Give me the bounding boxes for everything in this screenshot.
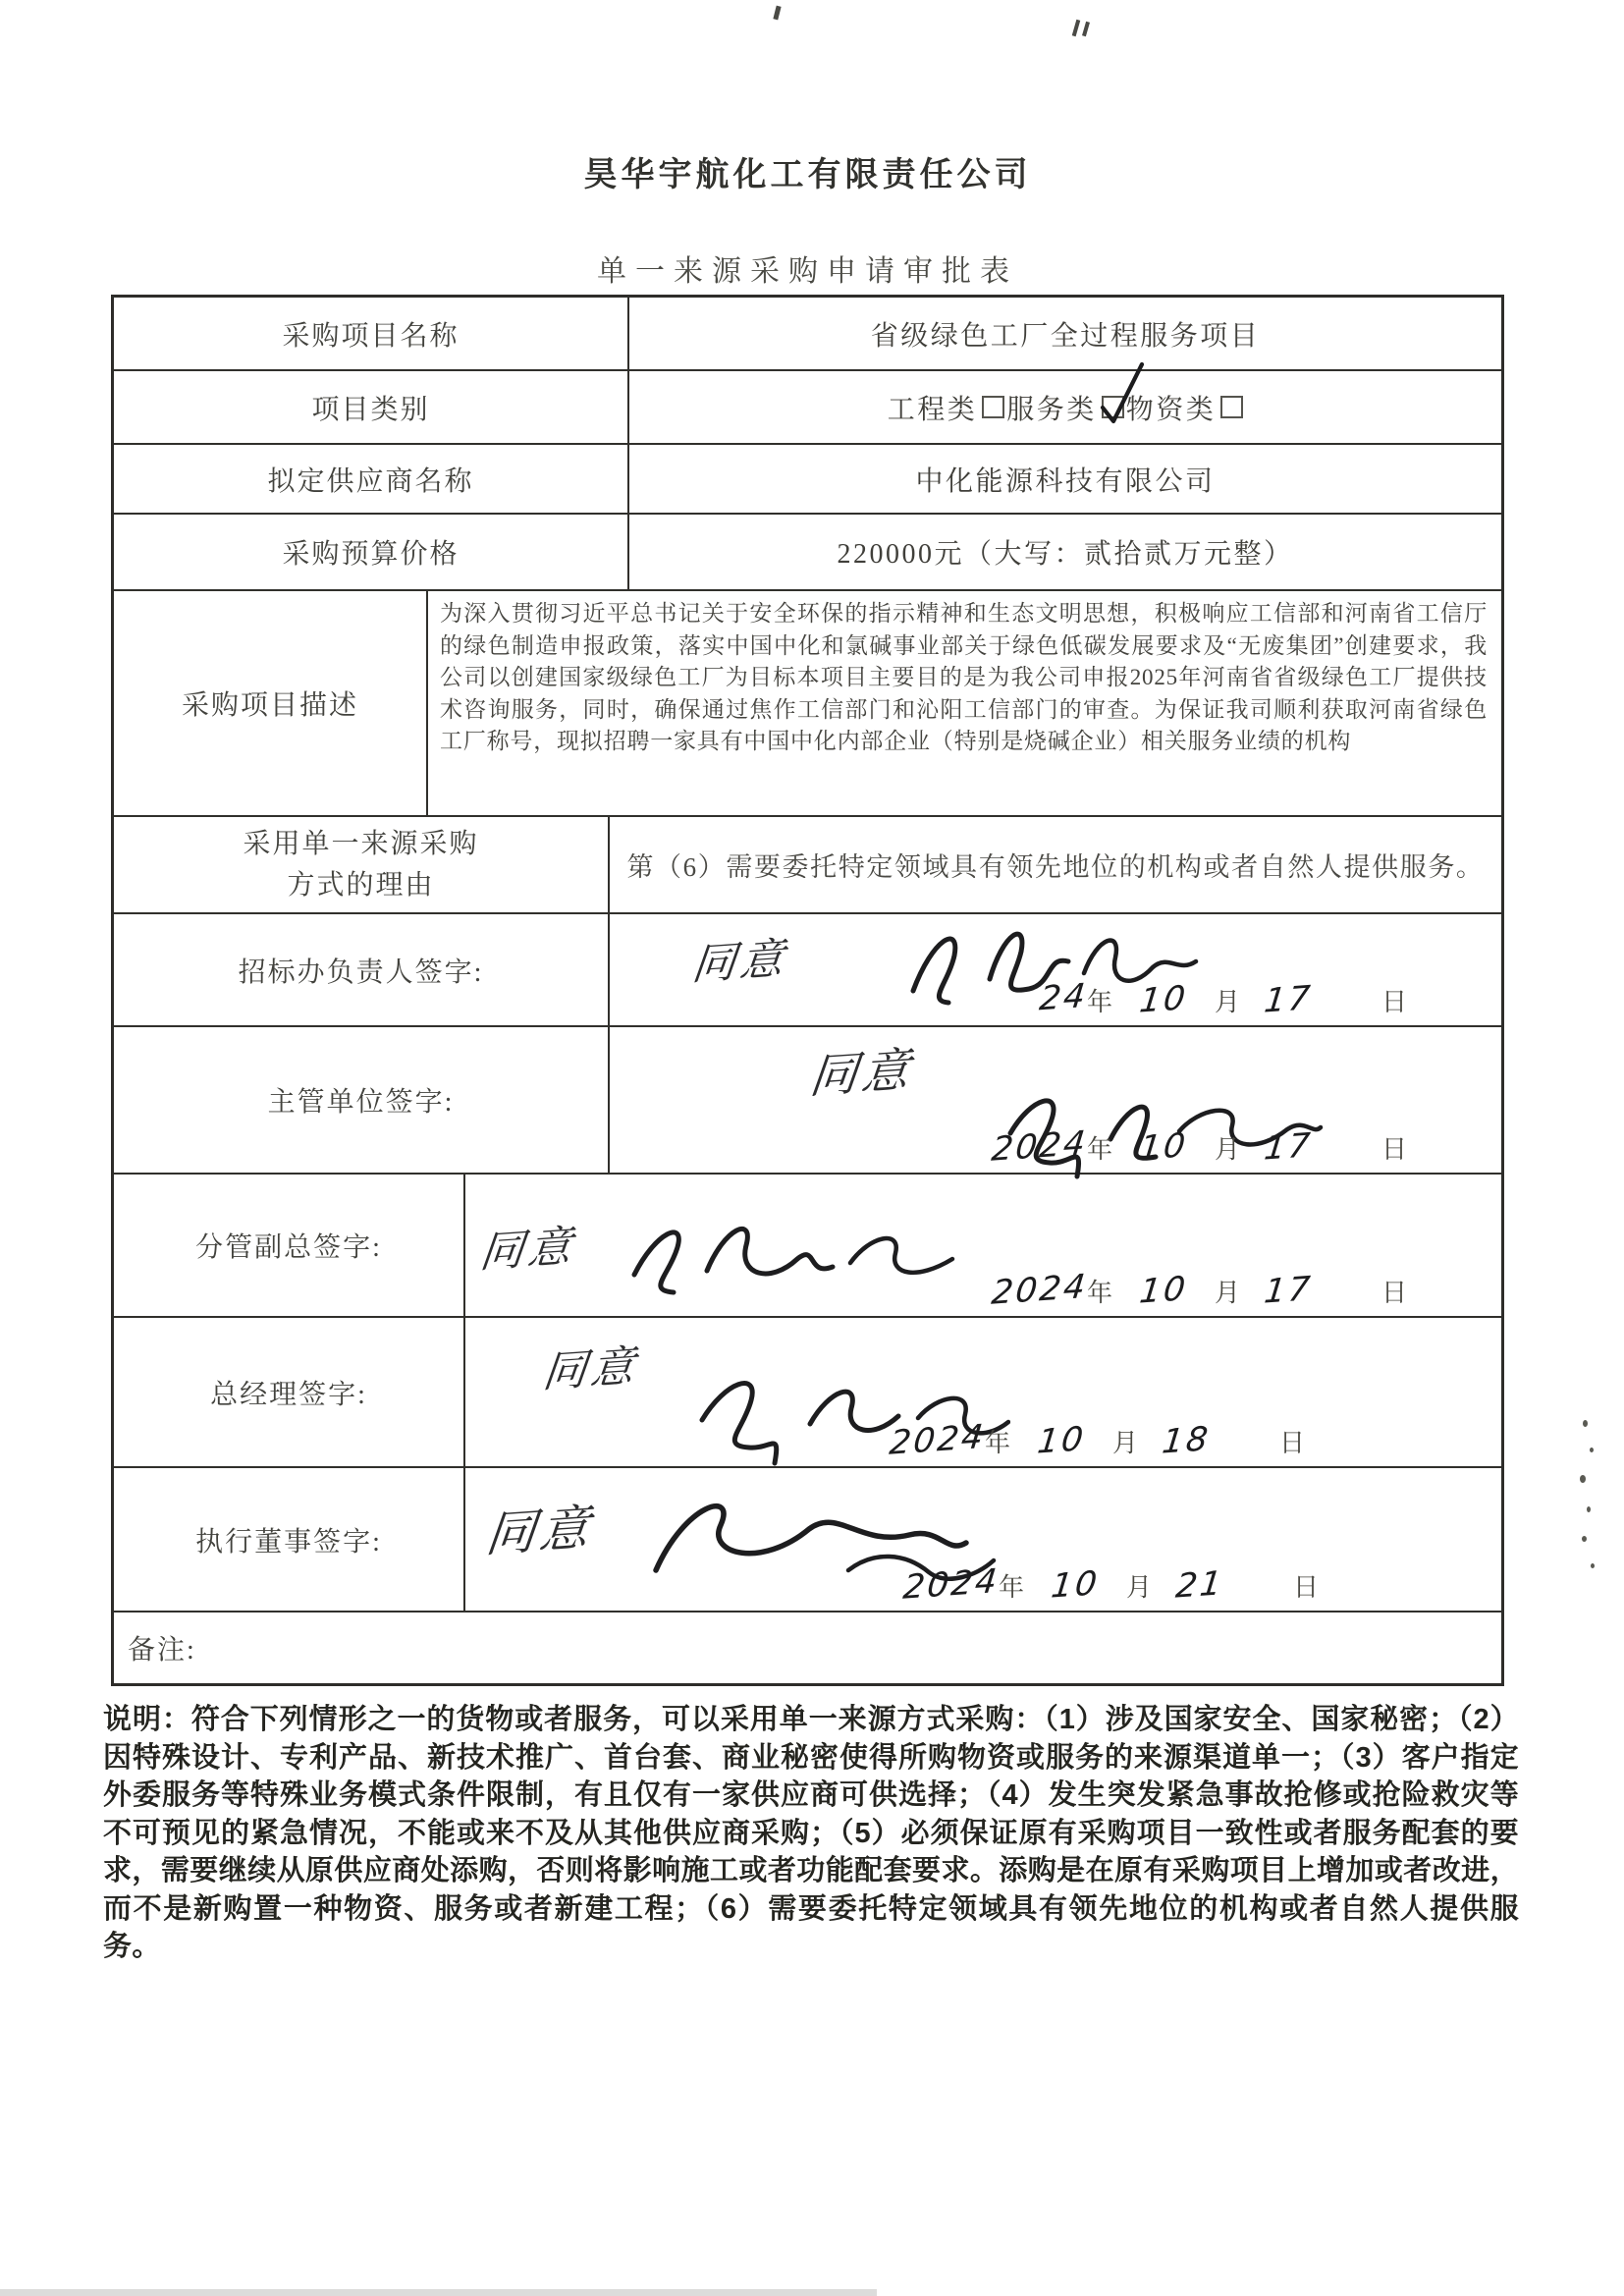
option-label: 服务类 xyxy=(1006,394,1097,425)
handwritten-approval: 同意 xyxy=(477,1221,578,1279)
project-description-label xyxy=(114,591,428,815)
label-text: 采购预算价格 xyxy=(282,539,460,570)
day-unit: 日 xyxy=(1380,1135,1407,1164)
scan-speck-icon xyxy=(1590,1448,1594,1452)
label-text: 执行董事签字: xyxy=(195,1526,382,1558)
handwritten-month: 10 xyxy=(1137,978,1190,1021)
day-unit: 日 xyxy=(1380,988,1407,1016)
handwritten-approval: 同意 xyxy=(689,933,790,991)
handwritten-day: 17 xyxy=(1262,1125,1315,1169)
year-unit: 年 xyxy=(1086,1135,1112,1164)
month-unit: 月 xyxy=(1214,1135,1240,1164)
signature-date xyxy=(977,1123,1407,1170)
handwritten-month: 10 xyxy=(1035,1419,1088,1462)
handwritten-day: 18 xyxy=(1160,1419,1213,1462)
handwritten-day: 17 xyxy=(1262,1269,1315,1312)
signature-date xyxy=(875,1417,1305,1463)
handwritten-year: 2024 xyxy=(989,1267,1090,1313)
signature-date xyxy=(889,1561,1319,1608)
month-unit: 月 xyxy=(1111,1429,1138,1457)
remark-cell xyxy=(114,1613,1501,1683)
budget-price-value: 220000元（大写：贰拾贰万元整） xyxy=(837,539,1294,570)
bidding-office-signature-cell xyxy=(610,914,1501,1025)
handwritten-day: 21 xyxy=(1173,1563,1226,1607)
handwritten-year: 2024 xyxy=(887,1417,988,1463)
single-source-reason-label xyxy=(114,817,610,912)
scan-speck-icon xyxy=(1591,1563,1595,1568)
row-budget-price xyxy=(114,515,1501,591)
checkbox-engineering-icon xyxy=(982,396,1004,418)
label-text: 拟定供应商名称 xyxy=(267,465,474,497)
option-engineering xyxy=(888,388,1005,427)
row-remark xyxy=(114,1613,1501,1683)
form-title: 单一来源采购申请审批表 xyxy=(597,255,1018,288)
approval-form-table xyxy=(111,295,1504,1686)
day-unit: 日 xyxy=(1278,1429,1305,1457)
row-signature-general-manager xyxy=(114,1318,1501,1468)
label-text: 总经理签字: xyxy=(210,1379,367,1410)
deputy-gm-signature-cell xyxy=(465,1175,1501,1316)
row-signature-bidding-office xyxy=(114,914,1501,1027)
day-unit: 日 xyxy=(1380,1279,1407,1307)
label-text: 采购项目描述 xyxy=(181,690,358,721)
supplier-name-label xyxy=(114,445,629,513)
row-single-source-reason xyxy=(114,817,1501,914)
option-label: 工程类 xyxy=(887,394,978,425)
handwritten-year: 24 xyxy=(1037,976,1090,1019)
company-title: 昊华宇航化工有限责任公司 xyxy=(583,157,1032,193)
label-text: 分管副总签字: xyxy=(195,1232,382,1263)
project-name-label xyxy=(114,298,629,369)
scan-speck-icon xyxy=(1582,1536,1587,1542)
signature-date xyxy=(977,976,1407,1021)
bidding-office-label xyxy=(114,914,610,1025)
option-service xyxy=(1006,388,1124,427)
footnote-instructions: 说明：符合下列情形之一的货物或者服务，可以采用单一来源方式采购：（1）涉及国家安全、国家秘密；（2）因特殊设计、专利产品、新技术推广、首台套、商业秘密使得所购物资或服务的来源渠道单一；（3）客户指定外委服务等特殊业务模式条件限制，有且仅有一家供应商可供选择；（4）发生突发紧急事故抢修或抢险救灾等不可预见的紧急情况，不能或来不及从其他供应商采购；（5）必须保证原有采购项目一致性或者服务配套的要求，需要继续从原供应商处添购，否则将影响施工或者功能配套要求。添购是在原有采购项目上增加或者改进，而不是新购置一种物资、服务或者新建工程；（6）需要委托特定领域具有领先地位的机构或者自然人提供服务。 xyxy=(103,1704,1519,1962)
handwritten-year: 2024 xyxy=(900,1561,1001,1608)
year-unit: 年 xyxy=(984,1429,1010,1457)
general-manager-label xyxy=(114,1318,465,1466)
label-text: 主管单位签字: xyxy=(267,1087,455,1118)
single-source-reason-value: 第（6）需要委托特定领域具有领先地位的机构或者自然人提供服务。 xyxy=(626,852,1485,882)
supervising-unit-signature-cell xyxy=(610,1027,1501,1173)
handwritten-month: 10 xyxy=(1137,1269,1190,1312)
scan-speck-icon xyxy=(1587,1506,1591,1512)
document-header xyxy=(111,147,1504,290)
month-unit: 月 xyxy=(1214,988,1240,1016)
checkbox-material-icon xyxy=(1220,396,1243,418)
scan-speck-icon xyxy=(1072,20,1081,36)
checkbox-service-icon xyxy=(1102,396,1124,418)
handwritten-year: 2024 xyxy=(989,1123,1090,1170)
row-signature-deputy-gm xyxy=(114,1175,1501,1318)
handwritten-check-mark-icon xyxy=(1097,356,1148,429)
handwritten-approval: 同意 xyxy=(807,1042,917,1105)
month-unit: 月 xyxy=(1125,1573,1152,1602)
row-supplier-name xyxy=(114,445,1501,515)
row-project-category xyxy=(114,371,1501,445)
handwritten-month: 10 xyxy=(1137,1125,1190,1169)
handwritten-approval: 同意 xyxy=(540,1340,641,1398)
category-options xyxy=(888,388,1244,427)
label-text: 招标办负责人签字: xyxy=(238,957,484,988)
handwritten-signature-scribble xyxy=(623,1202,956,1312)
row-project-description xyxy=(114,591,1501,817)
scan-speck-icon xyxy=(773,6,781,21)
row-signature-executive-director xyxy=(114,1468,1501,1613)
supervising-unit-label xyxy=(114,1027,610,1173)
label-text: 采购项目名称 xyxy=(282,320,460,352)
project-category-label xyxy=(114,371,629,443)
day-unit: 日 xyxy=(1292,1573,1319,1602)
project-name-value: 省级绿色工厂全过程服务项目 xyxy=(870,320,1261,352)
handwritten-day: 17 xyxy=(1262,978,1315,1021)
scan-speck-icon xyxy=(1583,1420,1588,1427)
label-text: 项目类别 xyxy=(311,394,430,425)
scan-speck-icon xyxy=(1580,1475,1586,1483)
row-signature-supervising-unit xyxy=(114,1027,1501,1175)
executive-director-label xyxy=(114,1468,465,1611)
option-label: 物资类 xyxy=(1125,394,1217,425)
year-unit: 年 xyxy=(998,1573,1024,1602)
executive-director-signature-cell xyxy=(465,1468,1501,1611)
deputy-gm-label xyxy=(114,1175,465,1316)
budget-price-label xyxy=(114,515,629,589)
general-manager-signature-cell xyxy=(465,1318,1501,1466)
year-unit: 年 xyxy=(1086,988,1112,1016)
supplier-name-value: 中化能源科技有限公司 xyxy=(915,465,1216,497)
month-unit: 月 xyxy=(1214,1279,1240,1307)
project-category-value xyxy=(629,371,1501,443)
project-description-value: 为深入贯彻习近平总书记关于安全环保的指示精神和生态文明思想，积极响应工信部和河南省工信厅的绿色制造申报政策，落实中国中化和氯碱事业部关于绿色低碳发展要求及“无废集团”创建要求，我公司以创建国家级绿色工厂为目标本项目主要目的是为我公司申报2025年河南省省级绿色工厂提供技术咨询服务，同时，确保通过焦作工信部门和沁阳工信部门的审查。为保证我司顺利获取河南省绿色工厂称号，现拟招聘一家具有中国中化内部企业（特别是烧碱企业）相关服务业绩的机构 xyxy=(440,601,1488,753)
label-text: 采用单一来源采购方式的理由 xyxy=(243,828,479,901)
scan-edge-shadow xyxy=(0,2289,877,2296)
scan-speck-icon xyxy=(1082,22,1090,37)
handwritten-approval: 同意 xyxy=(482,1499,597,1563)
signature-date xyxy=(977,1267,1407,1313)
remark-label: 备注: xyxy=(128,1635,196,1666)
handwritten-month: 10 xyxy=(1049,1563,1102,1607)
year-unit: 年 xyxy=(1086,1279,1112,1307)
row-project-name xyxy=(114,298,1501,371)
